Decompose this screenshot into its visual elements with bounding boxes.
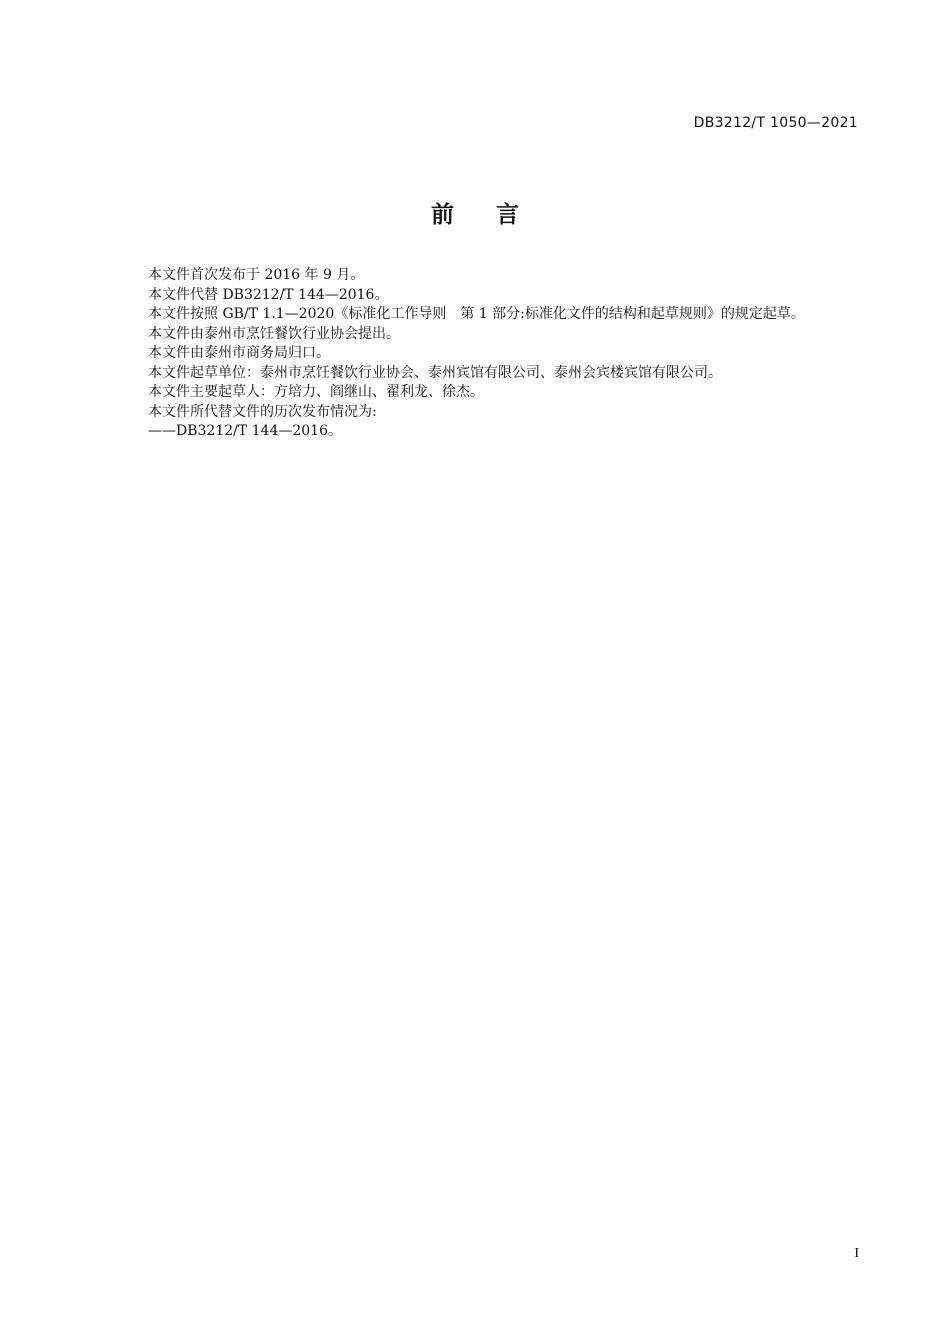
paragraph-proposed-by: 本文件由泰州市烹饪餐饮行业协会提出。 <box>148 325 400 342</box>
paragraph-under-jurisdiction: 本文件由泰州市商务局归口。 <box>148 345 330 361</box>
paragraph-drafting-units: 本文件起草单位：泰州市烹饪餐饮行业协会、泰州宾馆有限公司、泰州会宾楼宾馆有限公司。 <box>148 364 722 381</box>
paragraph-history-intro: 本文件所代替文件的历次发布情况为: <box>148 403 377 420</box>
page-number: I <box>854 1246 859 1261</box>
foreword-body <box>114 266 859 442</box>
paragraph-first-publication: 本文件首次发布于 2016 年 9 月。 <box>148 267 365 283</box>
paragraph-replaces: 本文件代替 DB3212/T 144—2016。 <box>148 286 389 303</box>
document-code: DB3212/T 1050—2021 <box>693 115 858 131</box>
page-title: 前言 <box>431 202 561 228</box>
paragraph-main-drafters: 本文件主要起草人：方培力、阎继山、翟利龙、徐杰。 <box>148 384 484 400</box>
paragraph-history-item: ——DB3212/T 144—2016。 <box>148 423 342 439</box>
paragraph-drafting-rules: 本文件按照 GB/T 1.1—2020《标准化工作导则 第 1 部分:标准化文件的结构和起草规则》的规定起草。 <box>148 306 805 322</box>
